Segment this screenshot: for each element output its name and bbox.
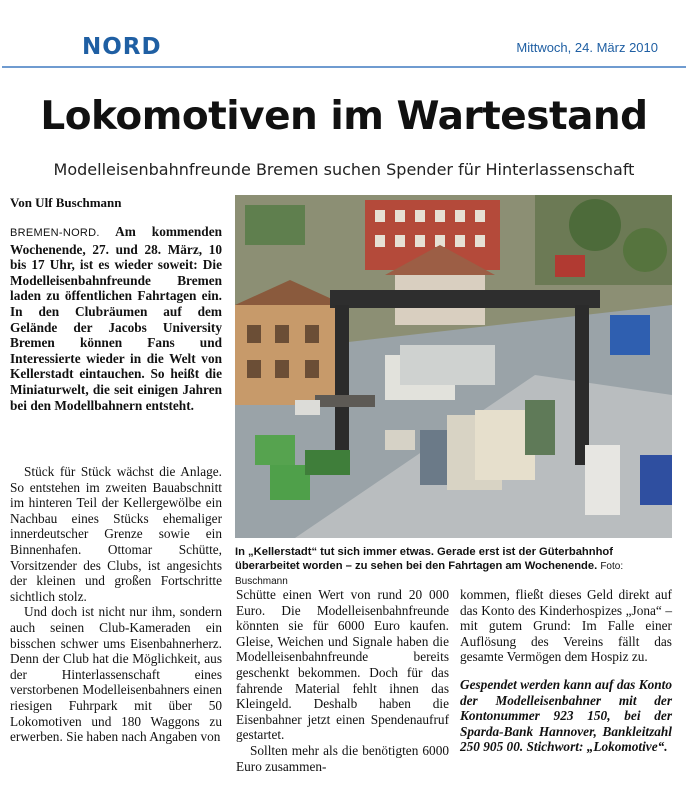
paragraph-3: Schütte einen Wert von rund 20 000 Euro. Die Modelleisenbahnfreunde könnten sie für 6000 Euro kaufen. Gleise, Weichen und Signale haben die Modelleisenbahnfreunde bereits geschenkt bekommen. Doch für das fahrende Material fehlt ihnen das Kleingeld. Deshalb haben die Eisenbahner jetzt einen Spendenaufruf gestartet. [236, 587, 449, 743]
paragraph-1: Stück für Stück wächst die Anlage. So entstehen im zweiten Bauabschnitt im hinteren Teil der Kellergewölbe ein Nachbau eines Stücks ehemaliger innerdeutscher Grenze sowie ein Binnenhafen. Ottomar Schütte, Vorsitzender des Clubs, ist angesichts der kleinen und großen Fortschritte sichtlich stolz. [10, 464, 222, 604]
subheadline: Modelleisenbahnfreunde Bremen suchen Spender für Hinterlassenschaft [53, 160, 635, 179]
intro-text: Am kommenden Wochenende, 27. und 28. März, 10 bis 17 Uhr, ist es wieder soweit: Die Modelleisenbahnfreunde Bremen laden zu öffentlichen Fahrtagen ein. In den Clubräumen auf dem Gelände der Jacobs University Bremen können Fans und Interessierte wieder in die Welt von Kellerstadt eintauchen. So heißt die Miniaturwelt, die seit einigen Jahren bei den Modellbahnern entsteht. [10, 224, 222, 413]
header-rule [2, 66, 686, 68]
column-3 [460, 587, 672, 755]
photo-illustration [235, 195, 672, 538]
dateline-place: BREMEN-NORD. [10, 227, 100, 239]
intro-paragraph [10, 224, 222, 413]
photo-credit: Foto: Buschmann [235, 561, 624, 587]
issue-date: Mittwoch, 24. März 2010 [516, 40, 658, 55]
paragraph-5: kommen, fließt dieses Geld direkt auf das Konto des Kinderhospizes „Jona“ – mit gutem Grund: Im Falle einer Auflösung des Vereins fällt das gesamte Vermögen dem Hospiz zu. [460, 587, 672, 665]
photo-caption [235, 545, 672, 589]
headline: Lokomotiven im Wartestand [40, 94, 648, 139]
paragraph-4: Sollten mehr als die benötigten 6000 Euro zusammen- [236, 742, 449, 774]
donation-info: Gespendet werden kann auf das Konto der Modelleisenbahner mit der Kontonummer 923 150, bei der Sparda-Bank Hannover, Bankleitzahl 250 905 00. Stichwort: „Lokomotive“. [460, 676, 672, 755]
model-railway-photo [235, 195, 672, 538]
column-2 [236, 587, 449, 774]
caption-text: In „Kellerstadt“ tut sich immer etwas. Gerade erst ist der Güterbahnhof überarbeitet worden – zu sehen bei den Fahrtagen am Wochenende. [235, 546, 613, 572]
section-label: NORD [82, 34, 162, 60]
byline: Von Ulf Buschmann [10, 195, 122, 210]
paragraph-2: Und doch ist nicht nur ihm, sondern auch seinen Club-Kameraden ein bisschen schwer ums Eisenbahnerherz. Denn der Club hat die Möglichkeit, aus der Hinterlassenschaft eines verstorbenen Modelleisenbahners einen riesigen Fuhrpark mit über 50 Lokomotiven und 180 Waggons zu erwerben. Sie haben nach Angaben von [10, 604, 222, 745]
column-1 [10, 464, 222, 745]
